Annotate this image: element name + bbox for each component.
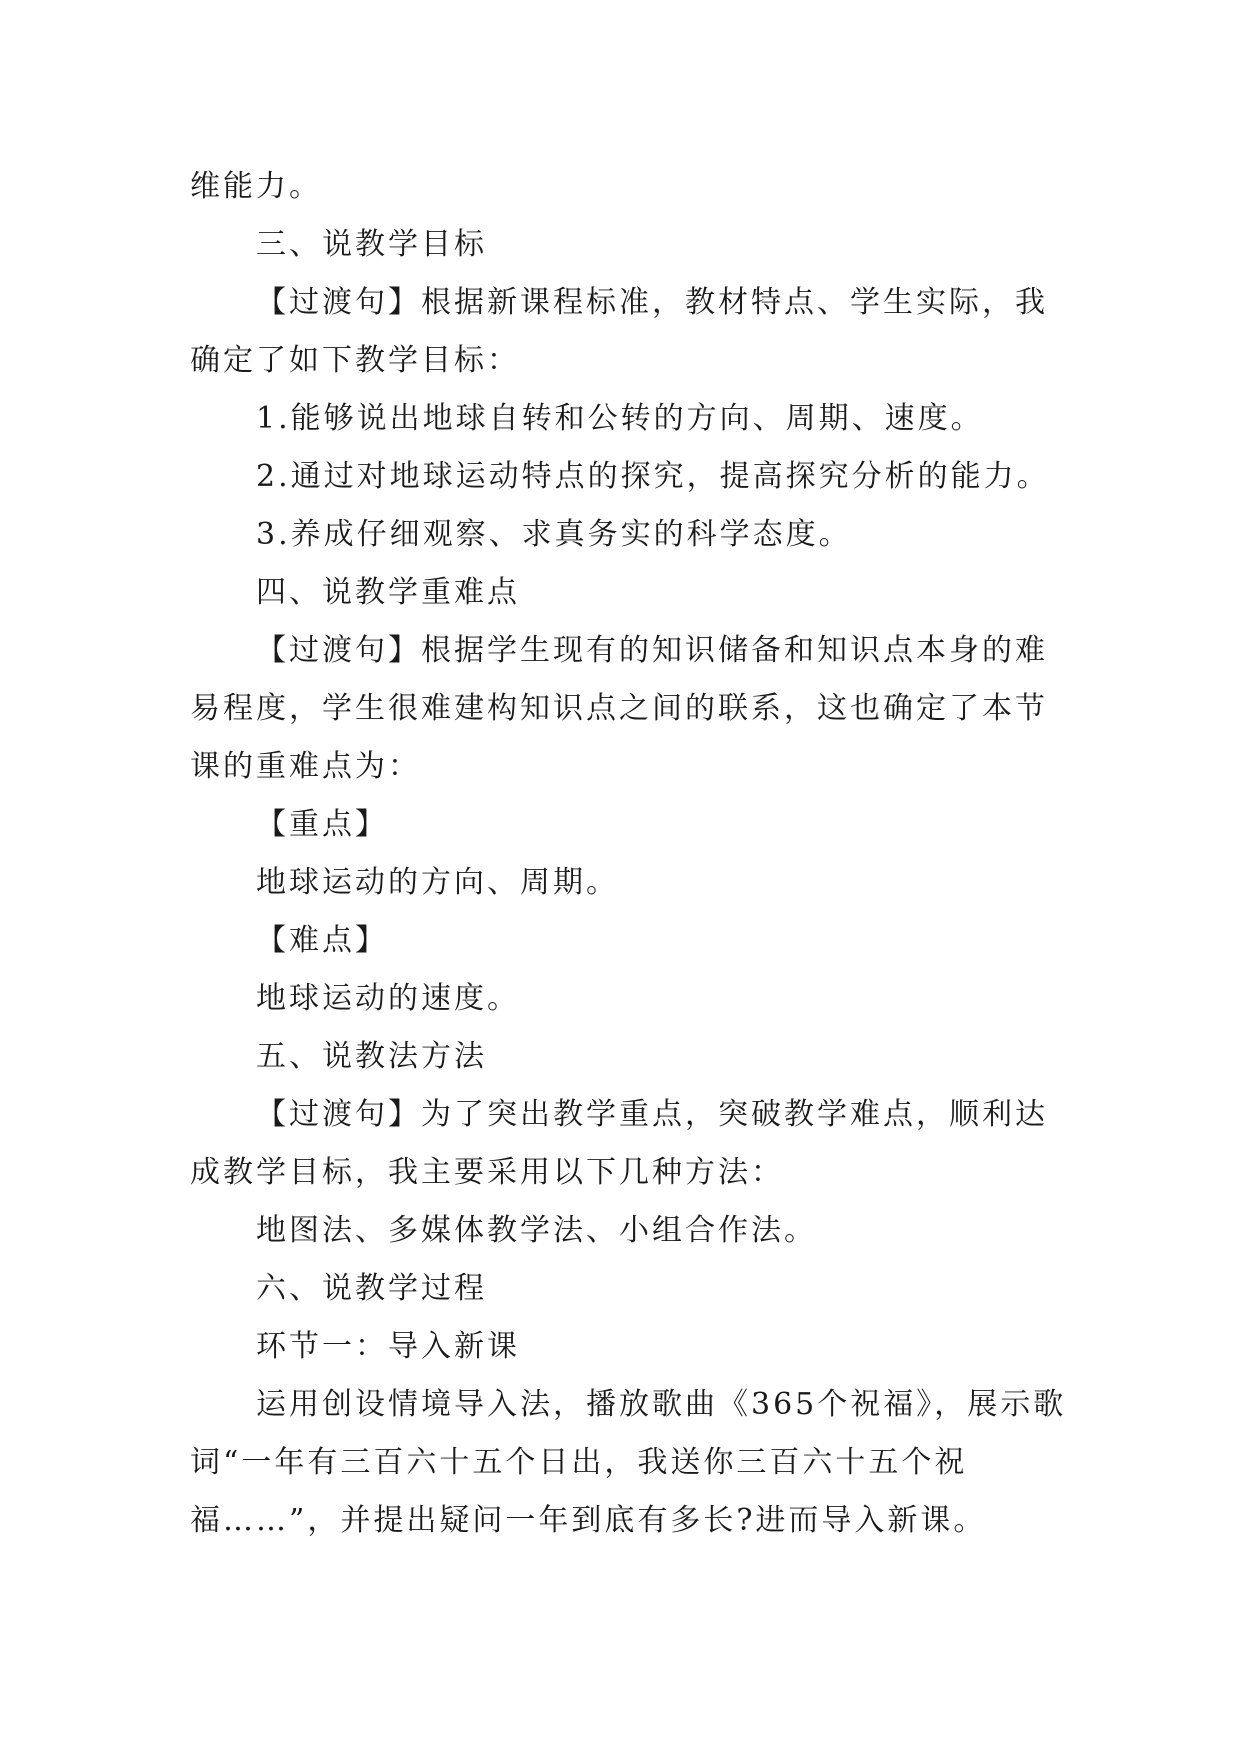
text-line: 词“一年有三百六十五个日出，我送你三百六十五个祝 bbox=[190, 1445, 968, 1480]
text-line: 确定了如下教学目标： bbox=[190, 343, 520, 378]
label-key-point: 【重点】 bbox=[256, 807, 388, 842]
text-line: 地球运动的速度。 bbox=[256, 981, 520, 1016]
text-line: 运用创设情境导入法，播放歌曲《365个祝福》，展示歌 bbox=[256, 1387, 1067, 1422]
text-line: 易程度，学生很难建构知识点之间的联系，这也确定了本节 bbox=[190, 691, 1048, 726]
text-line: 【过渡句】根据学生现有的知识储备和知识点本身的难 bbox=[256, 633, 1048, 668]
objective-item-3: 3.养成仔细观察、求真务实的科学态度。 bbox=[256, 517, 852, 552]
text-line: 地球运动的方向、周期。 bbox=[256, 865, 619, 900]
label-difficult-point: 【难点】 bbox=[256, 923, 388, 958]
text-line: 【过渡句】根据新课程标准，教材特点、学生实际，我 bbox=[256, 285, 1048, 320]
subsection-heading-introduction: 环节一：导入新课 bbox=[256, 1329, 520, 1364]
text-line: 福……”，并提出疑问一年到底有多长?进而导入新课。 bbox=[190, 1503, 987, 1538]
text-line: 地图法、多媒体教学法、小组合作法。 bbox=[256, 1213, 817, 1248]
document-body bbox=[190, 158, 1090, 1550]
section-heading-teaching-methods: 五、说教法方法 bbox=[256, 1039, 487, 1074]
objective-item-2: 2.通过对地球运动特点的探究，提高探究分析的能力。 bbox=[256, 459, 1050, 494]
section-heading-teaching-objectives: 三、说教学目标 bbox=[256, 227, 487, 262]
text-line: 维能力。 bbox=[190, 169, 322, 204]
text-line: 课的重难点为： bbox=[190, 749, 421, 784]
text-line: 【过渡句】为了突出教学重点，突破教学难点，顺利达 bbox=[256, 1097, 1048, 1132]
objective-item-1: 1.能够说出地球自转和公转的方向、周期、速度。 bbox=[256, 401, 984, 436]
section-heading-key-points: 四、说教学重难点 bbox=[256, 575, 520, 610]
section-heading-teaching-process: 六、说教学过程 bbox=[256, 1271, 487, 1306]
text-line: 成教学目标，我主要采用以下几种方法： bbox=[190, 1155, 784, 1190]
